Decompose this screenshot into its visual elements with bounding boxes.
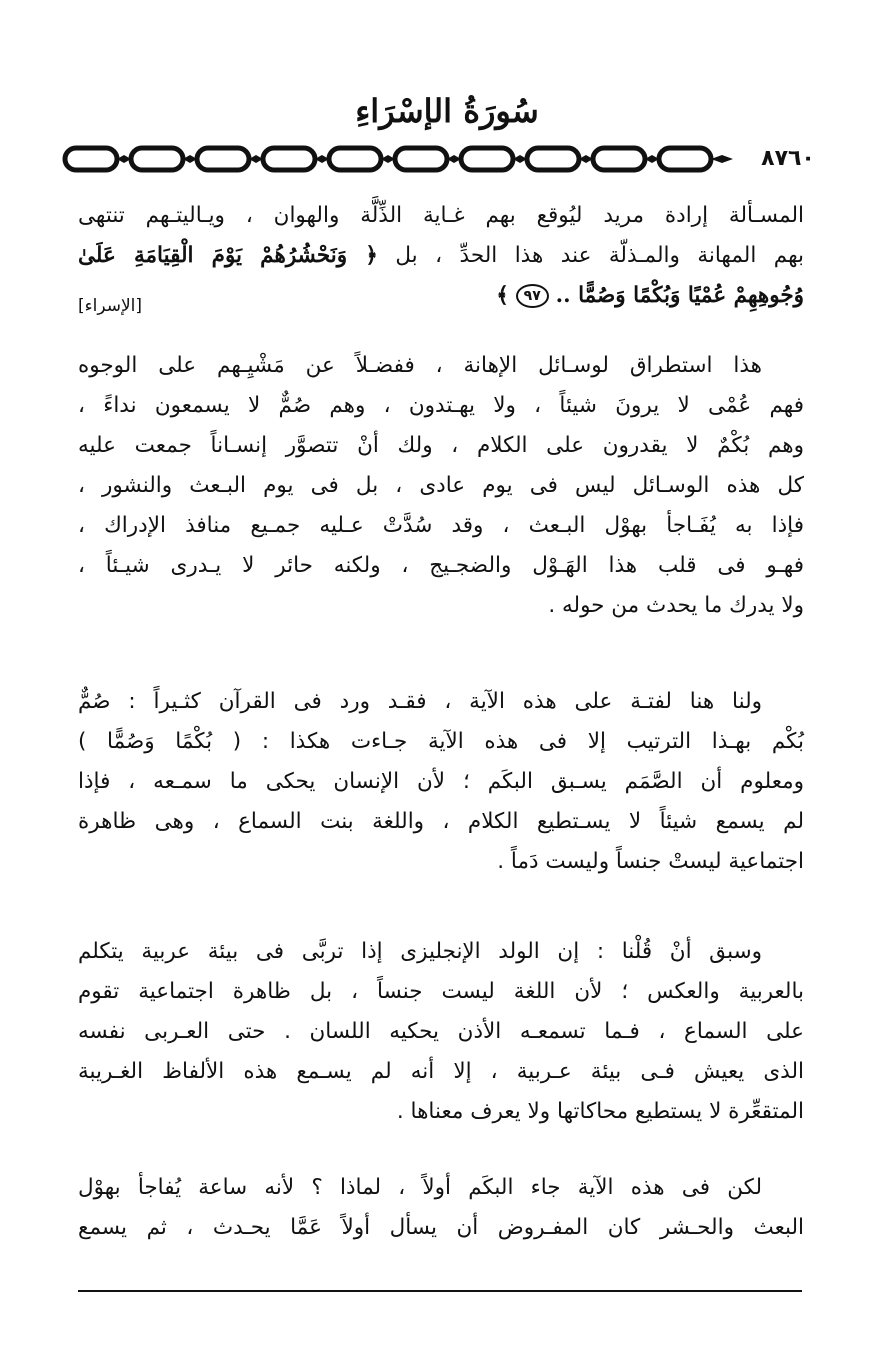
footer-rule — [78, 1290, 802, 1292]
text-line — [78, 682, 804, 722]
text-line: فهـو فى قلب هذا الهَـوْل والضجـيج ، ولكنه حائر لا يـدرى شيـئاً ، — [78, 553, 804, 578]
text-line: المتقعِّرة لا يستطيع محاكاتها ولا يعرف معناها . — [396, 1099, 804, 1124]
paragraph-3 — [78, 682, 804, 882]
text-line: الذى يعيش فـى بيئة عـربية ، إلا أنه لم يسـمع هذه الألفاظ الغـريبة — [78, 1059, 804, 1084]
text-line: وهم بُكْمٌ لا يقدرون على الكلام ، ولك أنْ تتصوَّر إنسـاناً جمعت عليه — [78, 433, 804, 458]
paragraph-4 — [78, 932, 804, 1132]
page-number: ٨٧٦٠ — [738, 144, 838, 174]
text-line: بُكْم بهـذا الترتيب إلا فى هذه الآية جـاءت هكذا : ( بُكْمًا وَصُمًّا ) — [78, 729, 804, 754]
text-line: فإذا به يُفَـاجأ بهوْل البـعث ، وقد سُدَّتْ عـليه جمـيع منافذ الإدراك ، — [78, 513, 804, 538]
quran-verse: وُجُوهِهِمْ عُمْيًا وَبُكْمًا وَصُمًّا .. — [555, 283, 804, 308]
paragraph-5 — [78, 1168, 804, 1248]
text-run: بهم المهانة والمـذلّة عند هذا الحدِّ ، بل — [395, 243, 804, 268]
text-run: وسبق أنْ قُلْنا : إن الولد الإنجليزى إذا تربَّى فى بيئة عربية يتكلم — [78, 939, 762, 964]
surah-reference: [الإسراء] — [78, 296, 143, 316]
paragraph-1 — [78, 196, 804, 316]
text-line — [78, 932, 804, 972]
text-line: لم يسمع شيئاً لا يسـتطيع الكلام ، واللغة بنت السماع ، وهى ظاهرة — [78, 809, 804, 834]
text-line: بالعربية والعكس ؛ لأن اللغة ليست جنساً ، بل ظاهرة اجتماعية تقوم — [78, 979, 804, 1004]
surah-title: سُورَةُ الإسْرَاءِ — [355, 92, 539, 130]
text-run: لكن فى هذه الآية جاء البكَم أولاً ، لماذا ؟ لأنه ساعة يُفاجأ بهوْل — [78, 1175, 762, 1200]
text-line — [78, 1168, 804, 1208]
text-line: المسـألة إرادة مريد ليُوقع بهم غـاية الذِّلَّة والهوان ، ويـاليتـهم تنتهى — [78, 203, 804, 228]
text-line: اجتماعية ليستْ جنساً وليست دَماً . — [497, 849, 804, 874]
verse-number-badge: ٩٧ — [516, 284, 549, 308]
text-line — [78, 236, 804, 276]
quran-bracket: ﴾ — [496, 283, 509, 308]
text-line — [78, 346, 804, 386]
text-line — [78, 276, 804, 316]
text-line: فهم عُمْى لا يرونَ شيئاً ، ولا يهـتدون ، وهم صُمٌّ لا يسمعون نداءً ، — [78, 393, 804, 418]
header-ornament-band — [62, 142, 832, 176]
text-run: هذا استطراق لوسـائل الإهانة ، ففضـلاً عن مَشْيِـهم على الوجوه — [78, 353, 762, 378]
text-line: على السماع ، فـما تسمعـه الأذن يحكيه اللسان . حتى العـربى نفسه — [78, 1019, 804, 1044]
quran-verse: ﴿ وَنَحْشُرُهُمْ يَوْمَ الْقِيَامَةِ عَلَىٰ — [78, 243, 378, 268]
paragraph-2 — [78, 346, 804, 626]
text-line: كل هذه الوسـائل ليس فى يوم عادى ، بل فى يوم البـعث والنشور ، — [78, 473, 804, 498]
text-line: ومعلوم أن الصَّمَم يسـبق البكَم ؛ لأن الإنسان يحكى ما سمـعه ، فإذا — [78, 769, 804, 794]
text-line: البعث والحـشر كان المفـروض أن يسأل أولاً عَمَّا يحـدث ، ثم يسمع — [78, 1215, 804, 1240]
text-line: ولا يدرك ما يحدث من حوله . — [548, 593, 804, 618]
text-run: ولنا هنا لفتـة على هذه الآية ، فقـد ورد فى القرآن كثـيراً : صُمٌّ — [78, 689, 762, 714]
chain-ornament-icon — [62, 142, 832, 176]
